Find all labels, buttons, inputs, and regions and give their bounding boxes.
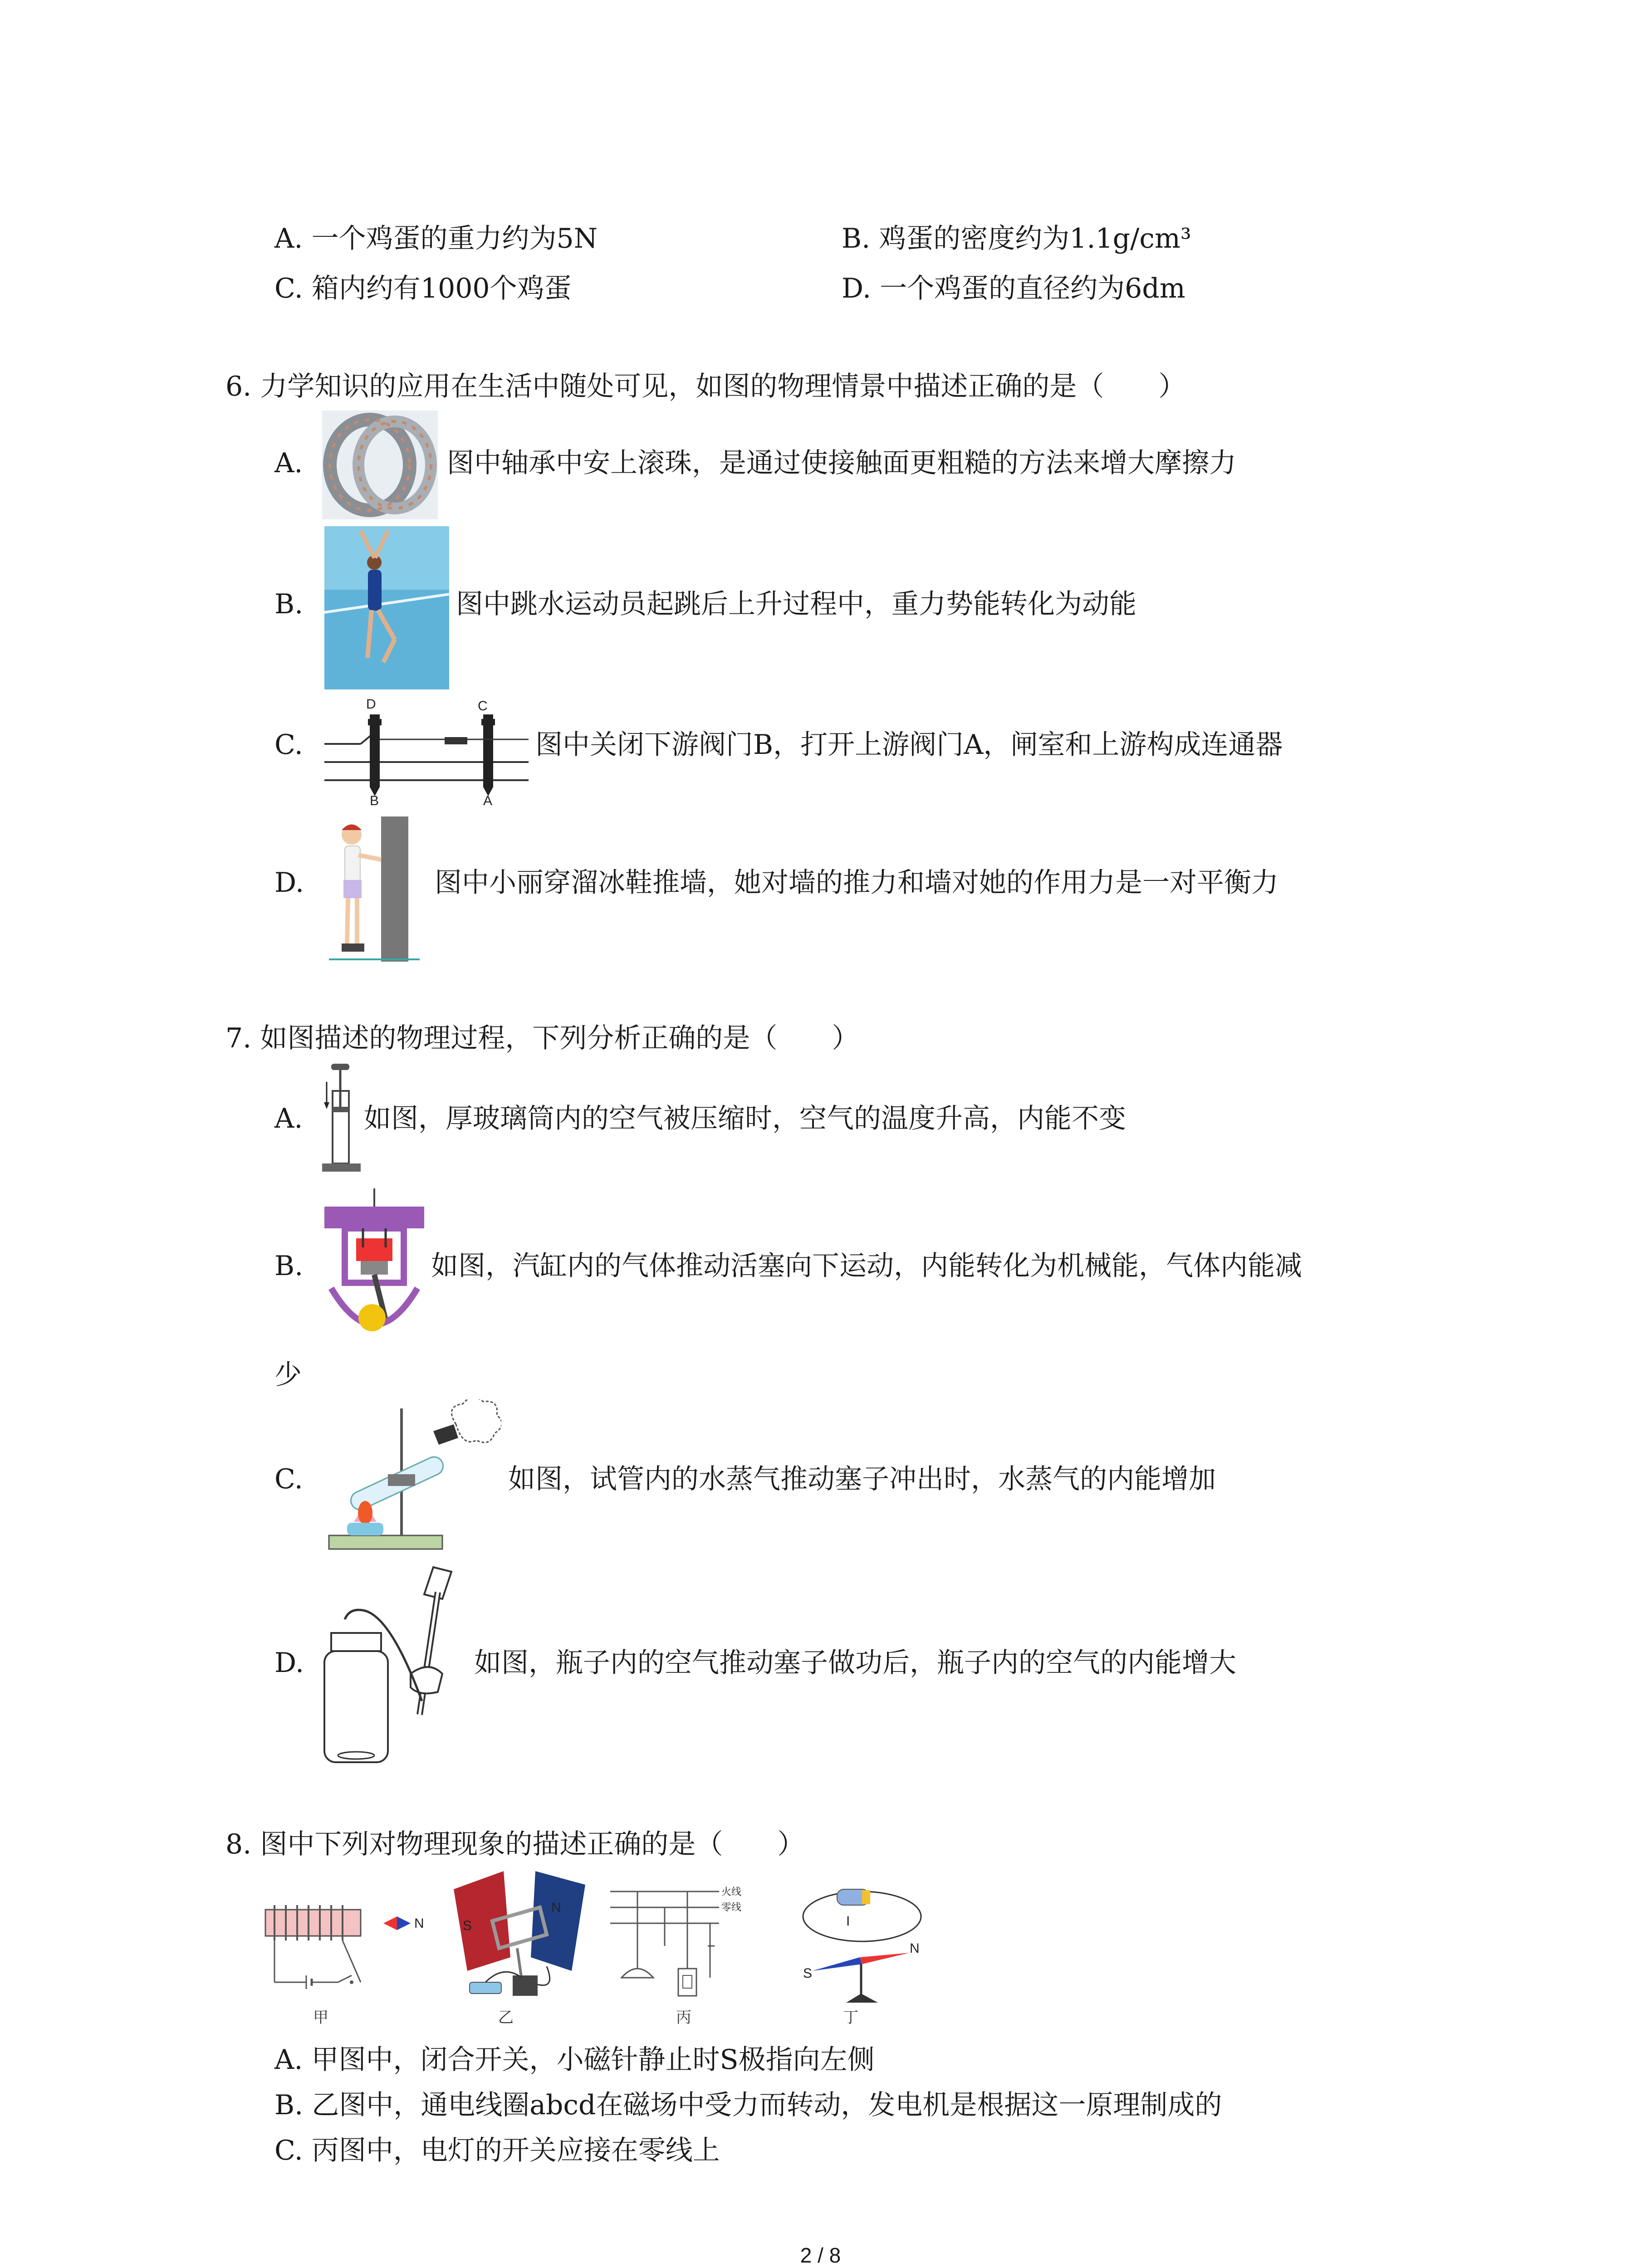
motor-figure [449, 1867, 592, 2012]
q6-option-c: 图中关闭下游阀门B，打开上游阀门A，闸室和上游构成连通器 [535, 729, 1283, 761]
caption-jia: 甲 [313, 2009, 328, 2026]
needle-n-label: N [910, 1941, 920, 1956]
motor-n-label: N [551, 1900, 561, 1915]
q6-option-b: 图中跳水运动员起跳后上升过程中，重力势能转化为动能 [456, 588, 1136, 620]
caption-bing: 丙 [676, 2009, 691, 2026]
q6-b-label: B. [274, 588, 304, 620]
q7-c-label: C. [274, 1463, 303, 1495]
engine-cylinder-figure [318, 1188, 431, 1349]
live-wire-label: 火线 [721, 1886, 742, 1897]
neutral-wire-label: 零线 [721, 1901, 742, 1913]
q5-option-d: D. 一个鸡蛋的直径约为6dm [842, 273, 1185, 304]
solenoid-figure [261, 1901, 433, 1994]
q7-option-b-continued: 少 [274, 1359, 302, 1391]
q8-option-a: A. 甲图中，闭合开关，小磁针静止时S极指向左侧 [274, 2044, 875, 2076]
q6-stem: 6. 力学知识的应用在生活中随处可见，如图的物理情景中描述正确的是（ ） [225, 371, 1186, 402]
q8-stem: 8. 图中下列对物理现象的描述正确的是（ ） [225, 1828, 805, 1860]
caption-ding: 丁 [843, 2009, 858, 2026]
q6-c-label: C. [274, 729, 303, 761]
q8-option-b: B. 乙图中，通电线圈abcd在磁场中受力而转动，发电机是根据这一原理制成的 [274, 2089, 1222, 2121]
skater-figure [329, 816, 420, 966]
household-circuit-figure [606, 1878, 767, 2005]
diver-figure [324, 526, 449, 689]
lock-label-c: C [478, 699, 488, 714]
lock-figure [324, 694, 529, 805]
bottle-pump-figure [320, 1565, 474, 1769]
needle-s-label: S [803, 1966, 813, 1981]
glass-cylinder-figure [320, 1064, 363, 1182]
bearing-figure [322, 411, 438, 519]
q7-option-b: 如图，汽缸内的气体推动活塞向下运动，内能转化为机械能，气体内能减 [431, 1250, 1302, 1282]
q7-b-label: B. [274, 1250, 304, 1282]
q7-stem: 7. 如图描述的物理过程，下列分析正确的是（ ） [225, 1022, 859, 1054]
page-number: 2 / 8 [800, 2244, 841, 2267]
q5-option-a: A. 一个鸡蛋的重力约为5N [274, 223, 598, 254]
q7-option-c: 如图，试管内的水蒸气推动塞子冲出时，水蒸气的内能增加 [508, 1463, 1216, 1495]
q6-option-a: 图中轴承中安上滚珠，是通过使接触面更粗糙的方法来增大摩擦力 [447, 447, 1236, 479]
q6-d-label: D. [274, 867, 304, 899]
q6-a-label: A. [274, 447, 303, 479]
lock-label-d: D [366, 697, 376, 712]
compass-n-label: N [414, 1916, 424, 1931]
q8-option-c: C. 丙图中，电灯的开关应接在零线上 [274, 2135, 720, 2166]
q7-a-label: A. [274, 1103, 303, 1134]
q5-option-b: B. 鸡蛋的密度约为1.1g/cm³ [842, 223, 1191, 254]
current-label: I [846, 1914, 850, 1929]
motor-s-label: S [463, 1918, 472, 1933]
test-tube-figure [320, 1399, 501, 1558]
q7-option-d: 如图，瓶子内的空气推动塞子做功后，瓶子内的空气的内能增大 [474, 1647, 1236, 1679]
lock-label-a: A [483, 793, 493, 805]
oersted-figure [794, 1871, 930, 2012]
caption-yi: 乙 [498, 2009, 514, 2026]
lock-label-b: B [370, 793, 379, 805]
q7-option-a: 如图，厚玻璃筒内的空气被压缩时，空气的温度升高，内能不变 [364, 1103, 1126, 1134]
q5-option-c: C. 箱内约有1000个鸡蛋 [274, 273, 572, 304]
q6-option-d: 图中小丽穿溜冰鞋推墙，她对墙的推力和墙对她的作用力是一对平衡力 [435, 867, 1279, 899]
q7-d-label: D. [274, 1647, 304, 1679]
